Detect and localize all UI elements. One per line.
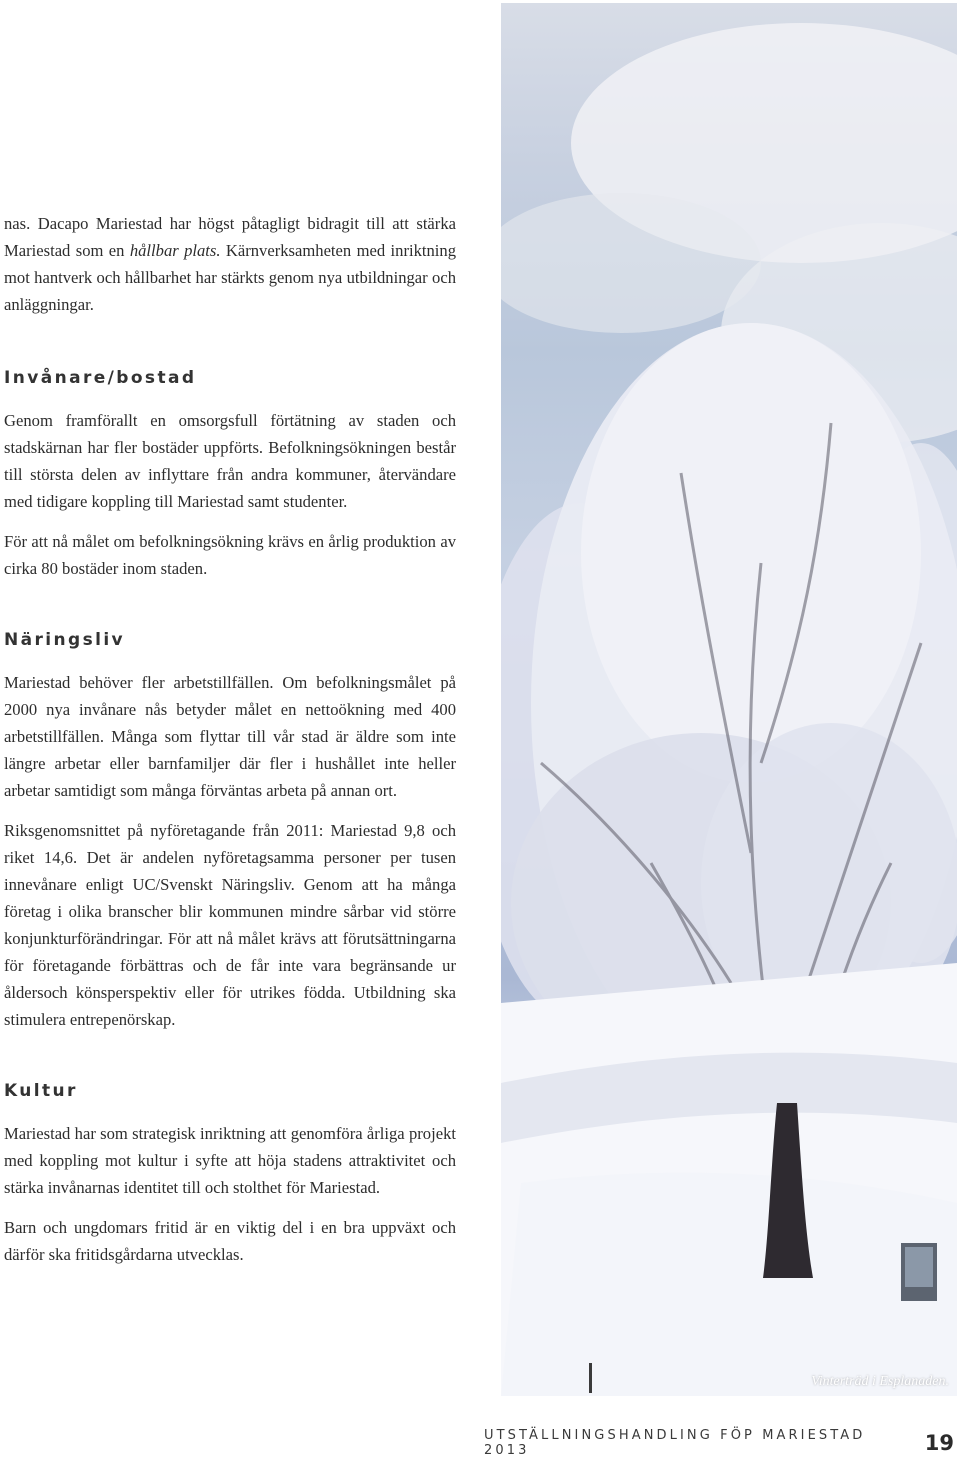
section-heading-kultur: Kultur [4,1081,78,1101]
section-paragraph: Barn och ungdomars fritid är en viktig del i en bra uppväxt och därför ska fritidsgårdarna utvecklas. [4,1218,456,1264]
intro-italic: hållbar plats. [129,241,221,260]
page-footer [484,1428,954,1458]
intro-text: nas. Dacapo Mariestad har högst påtagligt bidragit till att stärka Mariestad som en [4,214,456,260]
section-paragraph: Riksgenomsnittet på nyföretagande från 2011: Mariestad 9,8 och riket 14,6. Det är andelen nyföretagsamma personer per tusen innevånare enligt UC/Svenskt Näringsliv. Genom att ha många företag i olika branscher blir kommunen mindre sårbar vid större konjunkturförändringar. För att nå målet krävs att förutsättningarna för företagande förbättras och de får inte vara begränsande ur åldersoch könsperspektiv eller för utrikes födda. Utbildning ska stimulera entrepenörskap. [4,821,456,1029]
section-paragraph: Mariestad behöver fler arbetstillfällen. Om befolkningsmålet på 2000 nya invånare nås betyder målet en nettoökning med 400 arbetstillfällen. Många som flyttar till vår stad är äldre som inte längre arbetar eller barnfamiljer där fler i hushållet inte heller arbetar samtidigt som många förväntas arbeta på annan ort. [4,673,456,800]
page-number: 19 [924,1431,954,1455]
section-heading-naringsliv: Näringsliv [4,630,126,650]
intro-paragraph [4,210,456,318]
winter-tree-photo [501,3,957,1396]
footer-title: UTSTÄLLNINGSHANDLING FÖP MARIESTAD 2013 [484,1428,866,1458]
section-heading-invanare: Invånare/bostad [4,368,197,388]
section-paragraph: Mariestad har som strategisk inriktning att genomföra årliga projekt med koppling mot kultur i syfte att höja stadens attraktivitet och stärka invånarnas identitet till och stolthet för Mariestad. [4,1124,456,1197]
intro-text-end: Kärnverksamheten med inriktning mot hantverk och hållbarhet har stärkts genom nya utbildningar och anläggningar. [4,241,456,314]
section-paragraph: Genom framförallt en omsorgsfull förtätning av staden och stadskärnan har fler bostäder uppförts. Befolkningsökningen består till största delen av inflyttare från andra kommuner, återvändare med tidigare koppling till Mariestad samt studenter. [4,411,456,511]
photo-caption: Vinterträd i Esplanaden. [811,1374,949,1389]
section-paragraph: För att nå målet om befolkningsökning krävs en årlig produktion av cirka 80 bostäder inom staden. [4,532,456,578]
main-text-column [4,210,456,1281]
winter-tree-illustration [501,3,957,1396]
